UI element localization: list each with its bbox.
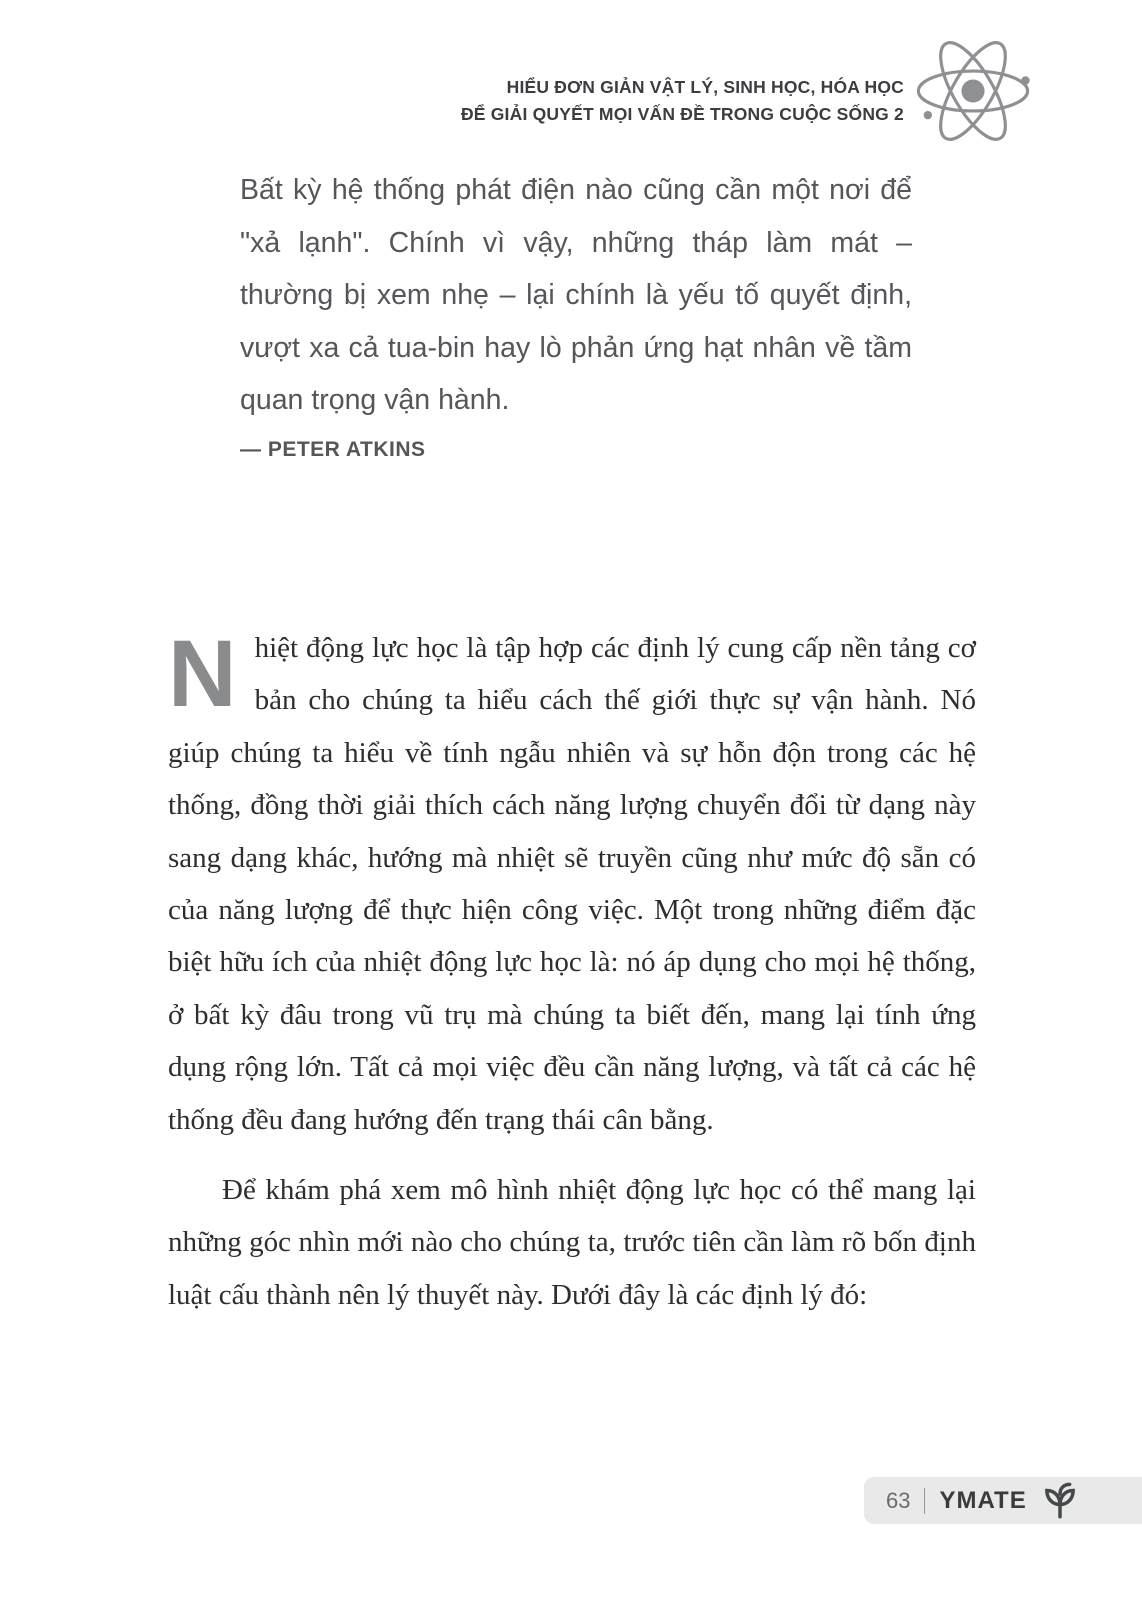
dropcap-letter: N	[168, 621, 237, 727]
body-text	[168, 622, 976, 1321]
atom-icon	[910, 28, 1036, 154]
paragraph-followup: Để khám phá xem mô hình nhiệt động lực học có thể mang lại những góc nhìn mới nào cho chúng ta, trước tiên cần làm rõ bốn định luật cấu thành nên lý thuyết này. Dưới đây là các định lý đó:	[168, 1174, 976, 1311]
running-header	[461, 74, 904, 128]
running-header-line1: HIỂU ĐƠN GIẢN VẬT LÝ, SINH HỌC, HÓA HỌC	[506, 77, 904, 97]
epigraph-quote: Bất kỳ hệ thống phát điện nào cũng cần một nơi để "xả lạnh". Chính vì vậy, những tháp làm mát – thường bị xem nhẹ – lại chính là yếu tố quyết định, vượt xa cả tua-bin hay lò phản ứng hạt nhân về tầm quan trọng vận hành.	[240, 174, 912, 416]
footer-divider	[924, 1488, 925, 1514]
quote-attribution: — PETER ATKINS	[240, 438, 426, 461]
page-number: 63	[886, 1487, 911, 1513]
ymate-logo-icon	[1039, 1480, 1081, 1522]
paragraph-intro-text: hiệt động lực học là tập hợp các định lý cung cấp nền tảng cơ bản cho chúng ta hiểu cách thế giới thực sự vận hành. Nó giúp chúng ta hiểu về tính ngẫu nhiên và sự hỗn độn trong các hệ thống, đồng thời giải thích cách năng lượng chuyển đổi từ dạng này sang dạng khác, hướng mà nhiệt sẽ truyền cũng như mức độ sẵn có của năng lượng để thực hiện công việc. Một trong những điểm đặc biệt hữu ích của nhiệt động lực học là: nó áp dụng cho mọi hệ thống, ở bất kỳ đâu trong vũ trụ mà chúng ta biết đến, mang lại tính ứng dụng rộng lớn. Tất cả mọi việc đều cần năng lượng, và tất cả các hệ thống đều đang hướng đến trạng thái cân bằng.	[168, 632, 976, 1136]
paragraph-intro	[168, 622, 976, 1146]
publisher-brand: YMATE	[939, 1486, 1027, 1514]
page-footer	[864, 1477, 1142, 1524]
running-header-line2: ĐỂ GIẢI QUYẾT MỌI VẤN ĐỀ TRONG CUỘC SỐNG 2	[460, 104, 904, 124]
